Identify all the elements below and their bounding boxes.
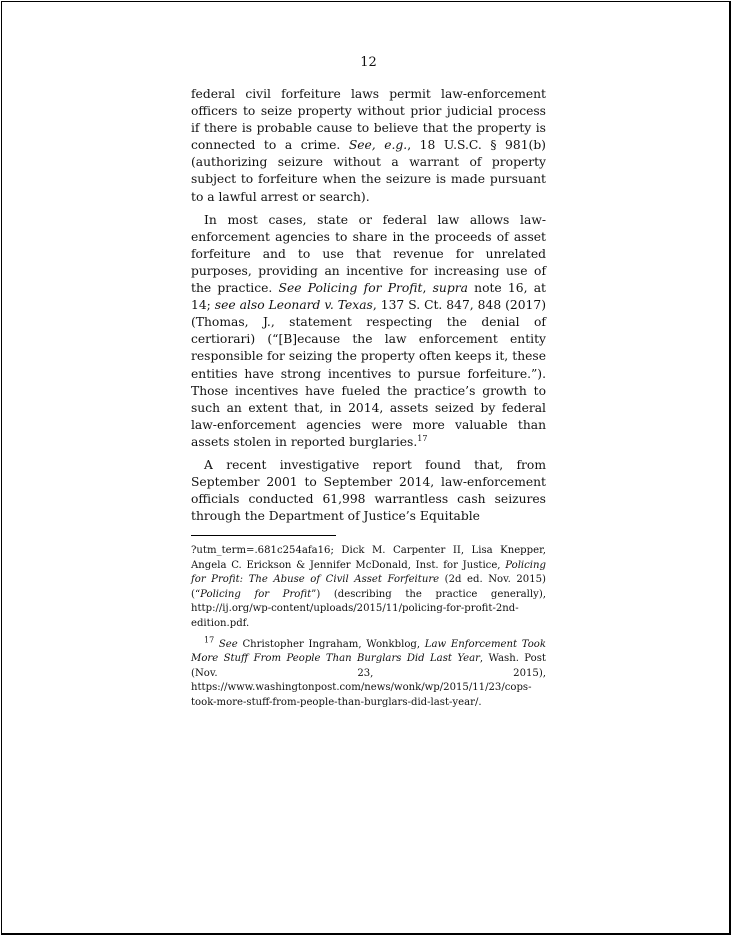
footnote-16-continued [191, 544, 546, 632]
text-run: , 137 S. Ct. 847, 848 (2017) (Thomas, J., statement respecting the denial of certiorari) (“[B]ecause the law enforcement entity responsible for seizing the property often keeps it, these entities have strong incentives to pursue forfeiture.”). Those incentives have fueled the practice’s growth to such an extent that, in 2014, assets seized by federal law-enforcement agencies were more valuable than assets stolen in reported burglaries. [191, 298, 547, 449]
citation-italic: Policing for Profit [200, 588, 312, 600]
paragraph-3 [191, 457, 546, 525]
text-run: ”) (describing the practice generally), http://ij.org/wp-content/uploads/2015/11/policing-for-profit-2nd-edition.pdf. [191, 588, 546, 629]
text-run: , [422, 281, 433, 296]
text-run: (2d ed. Nov. 2015) (“ [191, 574, 546, 600]
citation-italic: See Policing for Profit [278, 281, 423, 296]
body-text [191, 86, 546, 531]
footnotes [191, 544, 546, 717]
text-run: federal civil forfeiture laws permit law-enforcement officers to seize property without prior judicial process if there is probable cause to believe that the property is connected to a crime. [191, 87, 546, 153]
citation-italic: Policing for Profit: The Abuse of Civil Asset Forfeiture [191, 559, 546, 586]
text-run: Christopher Ingraham, Wonkblog, [237, 638, 425, 650]
text-run: In most cases, state or federal law allows law-enforcement agencies to share in the proceeds of asset forfeiture and to use that revenue for unrelated purposes, providing an incentive for increasing use of the practice. [191, 212, 546, 296]
citation-italic: Law Enforcement Took More Stuff From People Than Burglars Did Last Year [191, 638, 546, 665]
citation-italic: see also Leonard v. Texas [214, 298, 373, 313]
signal-italic: See, e.g. [348, 138, 408, 153]
text-run: , Wash. Post (Nov. 23, 2015), https://www.washingtonpost.com/news/wonk/wp/2015/11/23/cops-took-more-stuff-from-people-than-burglars-did-last-year/. [191, 653, 546, 708]
footnote-reference: 17 [417, 433, 428, 443]
text-run: A recent investigative report found that, from September 2001 to September 2014, law-enforcement officials conducted 61,998 warrantless cash seizures through the Department of Justice’s Equitable [191, 457, 546, 524]
page [1, 1, 731, 935]
text-run: note 16, at 14; [191, 281, 546, 313]
paragraph-2 [191, 212, 546, 451]
text-run: ?utm_term=.681c254afa16; Dick M. Carpenter II, Lisa Knepper, Angela C. Erickson & Jennifer McDonald, Inst. for Justice, [191, 545, 546, 571]
page-number: 12 [360, 55, 377, 70]
footnote-17 [191, 635, 546, 711]
signal-italic: See [218, 638, 238, 650]
paragraph-1 [191, 86, 546, 206]
text-run: , 18 U.S.C. § 981(b) (authorizing seizure without a warrant of property subject to forfeiture when the seizure is made pursuant to a lawful arrest or search). [191, 138, 546, 204]
footnote-number: 17 [204, 635, 215, 645]
footnote-separator [191, 535, 336, 536]
citation-italic: supra [432, 281, 468, 296]
